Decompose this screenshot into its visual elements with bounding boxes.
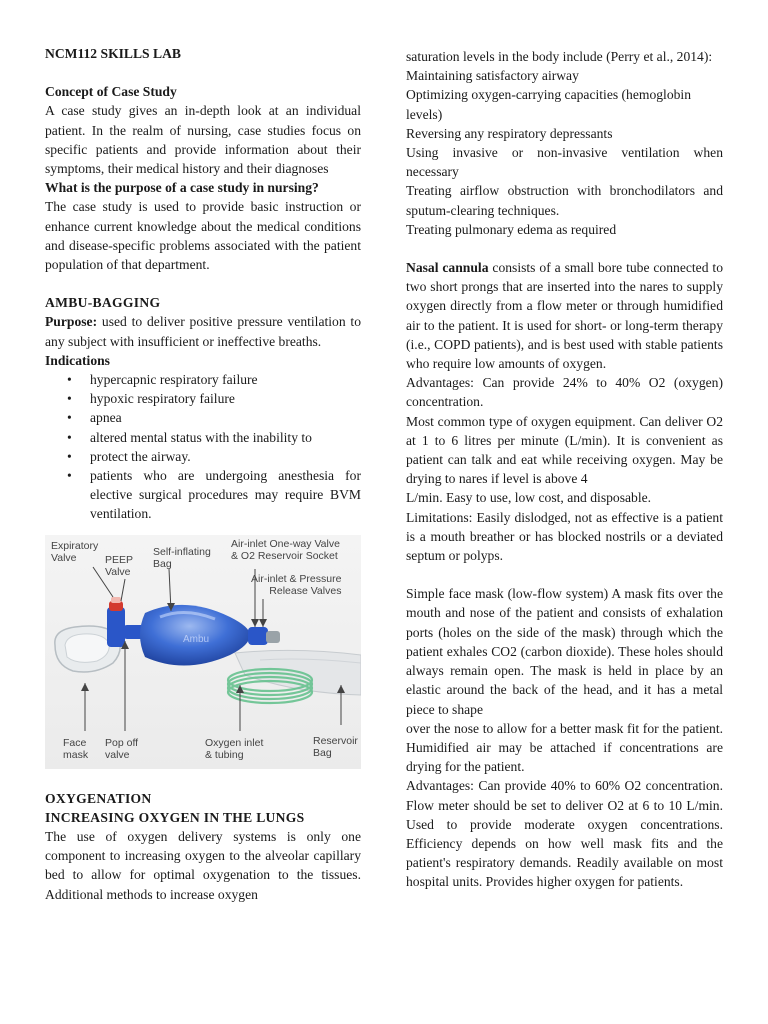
- nasal-cannula-description: [406, 258, 723, 373]
- label-pop-off-valve: Pop off valve: [105, 736, 139, 761]
- nasal-cannula-text: consists of a small bore tube connected to two short prongs that are inserted into the nares to supply oxygen directly from a flow meter or through humidified air to the patient. It is used for short- or long-term therapy (i.e., COPD patients), and is best used with stable patients who require low amounts of oxygen.: [406, 260, 723, 372]
- method-item: Reversing any respiratory depressants: [406, 125, 613, 141]
- oxygenation-heading: OXYGENATION: [45, 790, 152, 806]
- right-column: [406, 47, 723, 892]
- label-peep-valve: PEEP Valve: [105, 553, 134, 578]
- methods-intro: saturation levels in the body include (Perry et al., 2014):: [406, 49, 713, 64]
- ambu-heading: AMBU-BAGGING: [45, 295, 161, 311]
- list-item: • protect the airway.: [45, 447, 361, 466]
- bag-brand-text: Ambu: [183, 633, 210, 645]
- method-item: Maintaining satisfactory airway: [406, 68, 579, 84]
- label-self-inflating-bag: Self-inflating Bag: [153, 545, 211, 570]
- case-study-body: A case study gives an in-depth look at an individual patient. In the realm of nursing, case studies focus on specific patients and provide information about their symptoms, their medical history and their diagnoses: [45, 103, 361, 177]
- left-column: [45, 44, 361, 904]
- method-item: Treating airflow obstruction with bronchodilators and sputum-clearing techniques.: [406, 183, 723, 218]
- document-title: NCM112 SKILLS LAB: [45, 46, 181, 61]
- oxygenation-body: The use of oxygen delivery systems is only one component to increasing oxygen to the alveolar capillary bed to allow for optimal oxygenation to the tissues. Additional methods to increase oxygen: [45, 829, 361, 902]
- nasal-advantages: Advantages: Can provide 24% to 40% O2 (oxygen) concentration.: [406, 375, 723, 410]
- ambu-bag-illustration: [45, 535, 361, 769]
- label-reservoir-bag: Reservoir Bag: [313, 734, 358, 759]
- method-item: Optimizing oxygen-carrying capacities (hemoglobin levels): [406, 87, 692, 122]
- case-study-answer: The case study is used to provide basic instruction or enhance current knowledge about the medical conditions and disease-specific problems associated with the patient population of that department.: [45, 199, 361, 273]
- method-item: Treating pulmonary edema as required: [406, 221, 617, 237]
- mask-description: Simple face mask (low-flow system) A mask fits over the mouth and nose of the patient and consists of exhalation ports (holes on the side of the mask) through which the patient exhales CO2 (carbon dioxide). These holes should always remain open. The mask is held in place by an elastic around the back of the head, and it has a metal piece to shape: [406, 586, 723, 717]
- list-item: • patients who are undergoing anesthesia for elective surgical procedures may require BVM ventilation.: [45, 466, 361, 524]
- label-face-mask: Face mask: [63, 736, 89, 761]
- case-study-heading: Concept of Case Study: [45, 84, 177, 100]
- mask-description-2: over the nose to allow for a better mask fit for the patient. Humidified air may be attached if concentrations are drying for the patient.: [406, 720, 723, 775]
- ambu-purpose: [45, 312, 361, 350]
- list-item: • apnea: [45, 408, 361, 427]
- indications-label: Indications: [45, 352, 110, 368]
- ambu-bag-figure: [45, 535, 361, 769]
- method-item: Using invasive or non-invasive ventilation when necessary: [406, 145, 723, 180]
- nasal-limitations: Limitations: Easily dislodged, not as effective is a patient is a mouth breather or has blocked nostrils or a deviated septum or polyps.: [406, 509, 723, 564]
- list-item: • hypoxic respiratory failure: [45, 389, 361, 408]
- purpose-text: used to deliver positive pressure ventilation to any subject with insufficient or ineffective breaths.: [45, 314, 361, 349]
- label-oxygen-inlet: Oxygen inlet & tubing: [205, 736, 264, 761]
- nasal-cannula-term: Nasal cannula: [406, 260, 489, 276]
- nasal-common: Most common type of oxygen equipment. Can deliver O2 at 1 to 6 litres per minute (L/min). It is convenient as patient can talk and eat while receiving oxygen. May be drying to nares if level is above 4: [406, 413, 723, 487]
- purpose-label: Purpose:: [45, 314, 98, 330]
- label-pressure-release: Air-inlet & Pressure Release Valves: [251, 572, 342, 597]
- case-study-question: What is the purpose of a case study in nursing?: [45, 180, 319, 196]
- mask-advantages: Advantages: Can provide 40% to 60% O2 concentration. Flow meter should be set to deliver O2 at 6 to 10 L/min. Used to provide moderate oxygen concentrations. Efficiency depends on how well mask fits and the patient's respiratory demands. Readily available on most hospital units. Provides higher oxygen for patients.: [406, 778, 723, 890]
- nasal-easy: L/min. Easy to use, low cost, and disposable.: [406, 490, 652, 506]
- list-item: • altered mental status with the inability to: [45, 428, 361, 447]
- indications-list: [45, 370, 361, 524]
- label-air-inlet-valve: Air-inlet One-way Valve & O2 Reservoir Socket: [231, 537, 340, 562]
- list-item: • hypercapnic respiratory failure: [45, 370, 361, 389]
- label-expiratory-valve: Expiratory Valve: [51, 539, 99, 564]
- oxygenation-subheading: INCREASING OXYGEN IN THE LUNGS: [45, 809, 305, 825]
